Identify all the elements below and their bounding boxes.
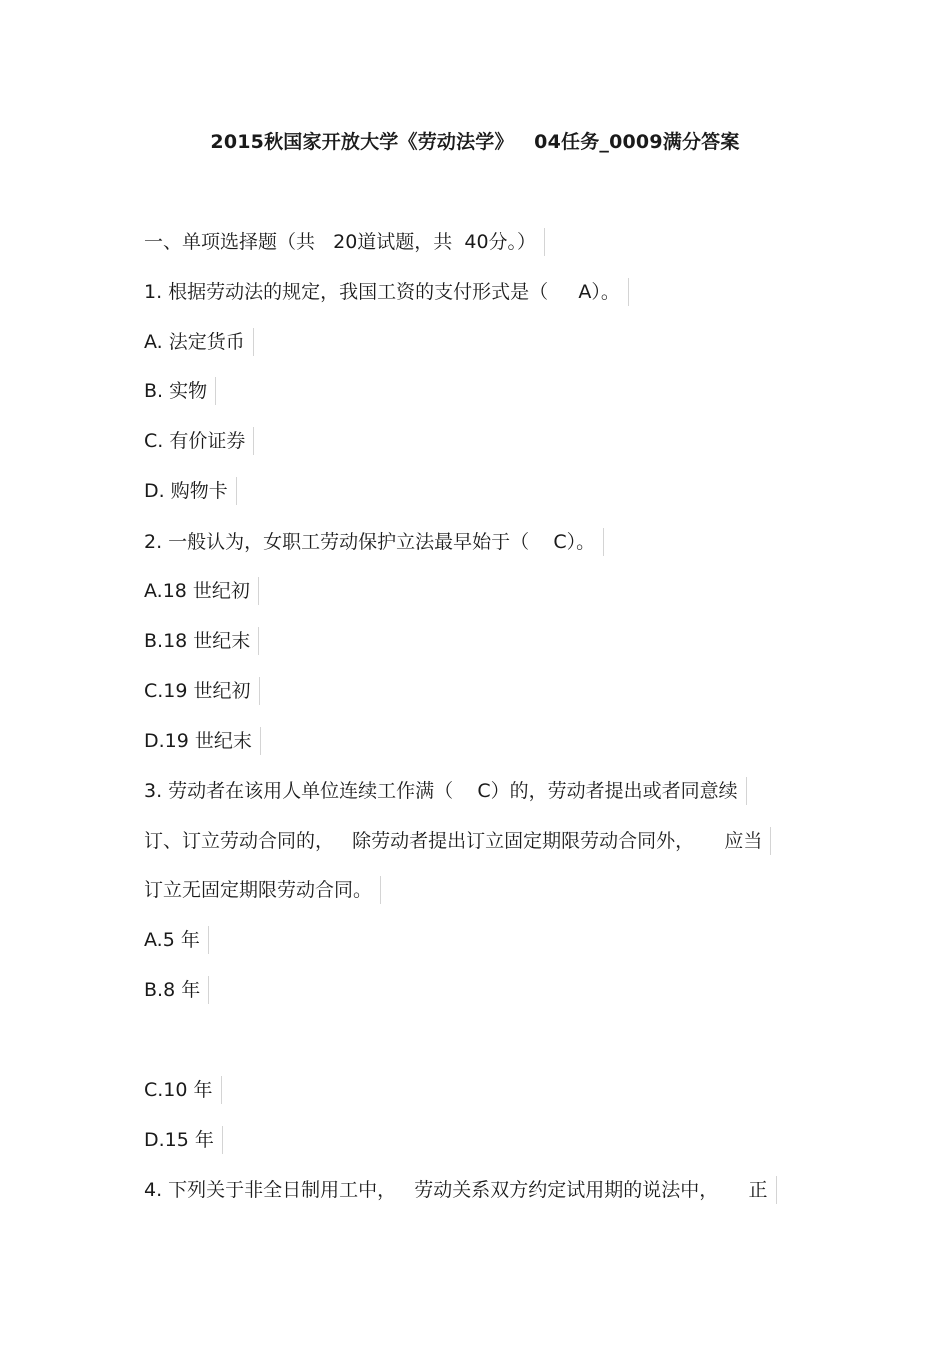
q2-option-b: B.18 世纪末 (144, 627, 259, 655)
question-3-line-2: 订、订立劳动合同的， 除劳动者提出订立固定期限劳动合同外， 应当 (144, 827, 771, 855)
section-heading: 一、单项选择题（共 20道试题，共 40分。） (144, 228, 545, 256)
question-4-line-1: 4. 下列关于非全日制用工中， 劳动关系双方约定试用期的说法中， 正 (144, 1176, 777, 1204)
q1-option-b: B. 实物 (144, 377, 216, 405)
q3-option-d: D.15 年 (144, 1126, 223, 1154)
question-1: 1. 根据劳动法的规定，我国工资的支付形式是（ A）。 (144, 278, 629, 306)
question-2: 2. 一般认为，女职工劳动保护立法最早始于（ C）。 (144, 528, 604, 556)
q2-option-c: C.19 世纪初 (144, 677, 260, 705)
q1-option-a: A. 法定货币 (144, 328, 254, 356)
document-title: 2015秋国家开放大学《劳动法学》 04任务_0009满分答案 (210, 131, 740, 153)
question-3-line-3: 订立无固定期限劳动合同。 (144, 876, 381, 904)
q1-option-d: D. 购物卡 (144, 477, 237, 505)
q2-option-a: A.18 世纪初 (144, 577, 259, 605)
question-3-line-1: 3. 劳动者在该用人单位连续工作满（ C）的，劳动者提出或者同意续 (144, 777, 747, 805)
q2-option-d: D.19 世纪末 (144, 727, 261, 755)
q3-option-c: C.10 年 (144, 1076, 222, 1104)
q3-option-a: A.5 年 (144, 926, 209, 954)
q1-option-c: C. 有价证券 (144, 427, 254, 455)
q3-option-b: B.8 年 (144, 976, 209, 1004)
